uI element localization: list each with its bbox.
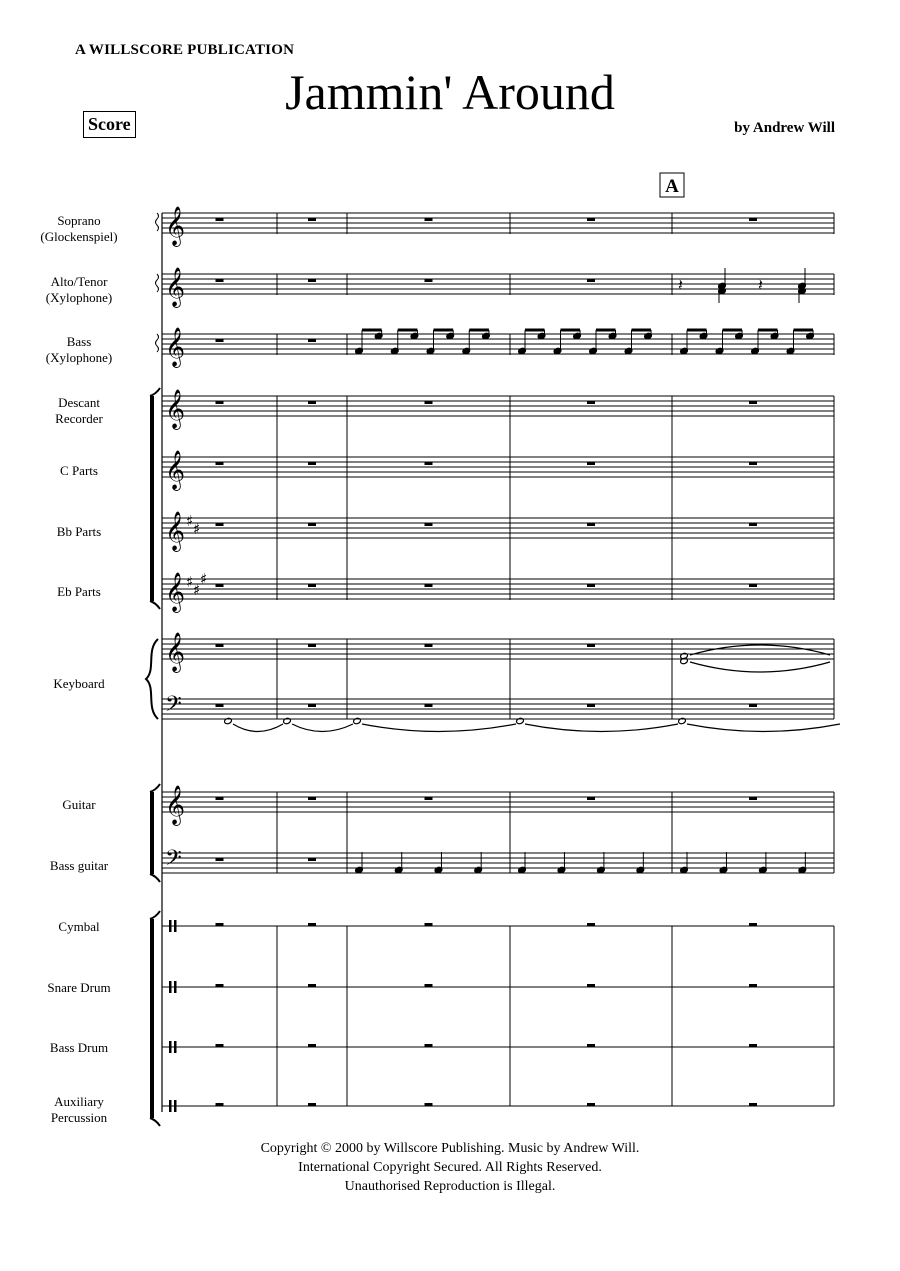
whole-rest-icon	[587, 704, 595, 707]
whole-note	[678, 717, 687, 724]
treble-clef-icon: 𝄞	[165, 267, 186, 307]
whole-rest-icon	[216, 644, 224, 647]
bracket	[150, 1118, 160, 1126]
whole-rest-icon	[425, 984, 433, 987]
instrument-label-descant-recorder: Descant Recorder	[55, 395, 103, 426]
whole-rest-icon	[587, 984, 595, 987]
whole-rest-icon	[587, 523, 595, 526]
whole-rest-icon	[749, 1103, 757, 1106]
whole-rest-icon	[308, 1044, 316, 1047]
instrument-label-c-parts: C Parts	[60, 463, 98, 478]
instrument-label-cymbal: Cymbal	[58, 919, 100, 934]
whole-note	[283, 717, 292, 724]
bracket	[150, 919, 154, 1118]
whole-rest-icon	[587, 923, 595, 926]
whole-rest-icon	[587, 462, 595, 465]
instrument-label-soprano: Soprano (Glockenspiel)	[40, 213, 118, 244]
copyright-notice	[0, 1139, 900, 1196]
score-label-box: Score	[83, 111, 136, 138]
whole-rest-icon	[308, 797, 316, 800]
whole-rest-icon	[308, 644, 316, 647]
whole-rest-icon	[308, 923, 316, 926]
bracket	[150, 396, 154, 601]
treble-clef-icon: 𝄞	[165, 572, 186, 612]
whole-rest-icon	[749, 797, 757, 800]
percussion-clef-icon	[169, 1041, 172, 1053]
whole-rest-icon	[749, 462, 757, 465]
tie	[362, 724, 516, 732]
whole-rest-icon	[749, 984, 757, 987]
percussion-clef-icon	[169, 981, 172, 993]
bracket	[150, 792, 154, 874]
whole-rest-icon	[425, 797, 433, 800]
whole-rest-icon	[216, 923, 224, 926]
instrument-label-bb-parts: Bb Parts	[56, 524, 102, 539]
instrument-label-guitar: Guitar	[62, 797, 96, 812]
percussion-clef-icon	[174, 981, 177, 993]
whole-rest-icon	[587, 218, 595, 221]
rehearsal-mark-a	[660, 173, 684, 197]
instrument-label-bass-guitar: Bass guitar	[49, 858, 109, 873]
whole-rest-icon	[216, 1044, 224, 1047]
percussion-clef-icon	[174, 1041, 177, 1053]
staff-squiggle	[156, 213, 159, 231]
tie	[292, 724, 353, 732]
whole-rest-icon	[749, 218, 757, 221]
score-title: Jammin' Around	[285, 64, 615, 120]
percussion-clef-icon	[169, 920, 172, 932]
composer-credit: by Andrew Will	[734, 120, 835, 136]
sharp-icon: ♯	[186, 573, 194, 591]
whole-rest-icon	[587, 584, 595, 587]
treble-clef-icon: 𝄞	[165, 327, 186, 367]
whole-rest-icon	[587, 279, 595, 282]
whole-rest-icon	[425, 923, 433, 926]
whole-rest-icon	[308, 462, 316, 465]
whole-rest-icon	[749, 923, 757, 926]
whole-rest-icon	[425, 401, 433, 404]
tie	[525, 724, 678, 732]
whole-rest-icon	[425, 644, 433, 647]
whole-rest-icon	[425, 584, 433, 587]
sharp-icon: ♯	[193, 581, 201, 599]
percussion-clef-icon	[174, 920, 177, 932]
whole-rest-icon	[749, 523, 757, 526]
whole-rest-icon	[216, 279, 224, 282]
whole-note	[353, 717, 362, 724]
whole-rest-icon	[749, 584, 757, 587]
treble-clef-icon: 𝄞	[165, 785, 186, 825]
instrument-label-eb-parts: Eb Parts	[57, 584, 101, 599]
sharp-icon: ♯	[186, 512, 194, 530]
instrument-label-auxiliary-percussion: Auxiliary Percussion	[50, 1094, 108, 1125]
whole-rest-icon	[216, 218, 224, 221]
publisher-line: A WILLSCORE PUBLICATION	[75, 42, 295, 58]
treble-clef-icon: 𝄞	[165, 450, 186, 490]
percussion-clef-icon	[169, 1100, 172, 1112]
instrument-label-keyboard: Keyboard	[53, 676, 105, 691]
percussion-clef-icon	[174, 1100, 177, 1112]
staff-squiggle	[156, 274, 159, 292]
bracket	[150, 388, 160, 396]
whole-rest-icon	[216, 797, 224, 800]
treble-clef-icon: 𝄞	[165, 632, 186, 672]
whole-rest-icon	[216, 584, 224, 587]
bass-clef-icon: 𝄢	[165, 692, 182, 722]
sharp-icon: ♯	[193, 520, 201, 538]
whole-rest-icon	[216, 1103, 224, 1106]
whole-rest-icon	[587, 797, 595, 800]
quarter-rest-icon: 𝄽	[758, 275, 763, 294]
whole-rest-icon	[216, 523, 224, 526]
whole-note	[516, 717, 525, 724]
whole-rest-icon	[749, 401, 757, 404]
whole-rest-icon	[425, 1044, 433, 1047]
whole-rest-icon	[308, 523, 316, 526]
whole-rest-icon	[425, 1103, 433, 1106]
whole-rest-icon	[425, 462, 433, 465]
copyright-line-1: Copyright © 2000 by Willscore Publishing. Music by Andrew Will.	[260, 1141, 640, 1156]
whole-rest-icon	[216, 462, 224, 465]
whole-rest-icon	[308, 279, 316, 282]
tie	[690, 662, 830, 672]
bracket	[150, 784, 160, 792]
brackets	[146, 213, 160, 1126]
whole-rest-icon	[308, 218, 316, 221]
whole-rest-icon	[216, 858, 224, 861]
whole-rest-icon	[749, 704, 757, 707]
rehearsal-mark-label: A	[665, 176, 679, 197]
instrument-label-snare-drum: Snare Drum	[47, 980, 111, 995]
bass-clef-icon: 𝄢	[165, 846, 182, 876]
whole-rest-icon	[425, 218, 433, 221]
instrument-label-bass-xylophone: Bass (Xylophone)	[45, 334, 113, 365]
whole-rest-icon	[425, 523, 433, 526]
whole-rest-icon	[308, 984, 316, 987]
staff-squiggle	[156, 334, 159, 352]
instrument-label-alto-tenor: Alto/Tenor (Xylophone)	[45, 274, 113, 305]
whole-rest-icon	[308, 1103, 316, 1106]
treble-clef-icon: 𝄞	[165, 389, 186, 429]
tie	[690, 645, 830, 655]
whole-rest-icon	[216, 339, 224, 342]
whole-note	[224, 717, 233, 724]
treble-clef-icon: 𝄞	[165, 206, 186, 246]
whole-rest-icon	[587, 1044, 595, 1047]
whole-rest-icon	[216, 401, 224, 404]
whole-rest-icon	[308, 704, 316, 707]
whole-rest-icon	[587, 401, 595, 404]
keyboard-brace	[146, 639, 158, 719]
whole-rest-icon	[216, 984, 224, 987]
quarter-rest-icon: 𝄽	[678, 275, 683, 294]
staff-lines	[162, 213, 834, 1106]
bracket	[150, 874, 160, 882]
whole-rest-icon	[308, 858, 316, 861]
sharp-icon: ♯	[200, 570, 208, 588]
whole-rest-icon	[308, 584, 316, 587]
rests	[216, 218, 758, 1106]
tie	[687, 724, 840, 732]
tie	[233, 724, 283, 732]
copyright-line-3: Unauthorised Reproduction is Illegal.	[344, 1179, 556, 1194]
whole-rest-icon	[425, 704, 433, 707]
treble-clef-icon: 𝄞	[165, 511, 186, 551]
whole-rest-icon	[587, 644, 595, 647]
barlines	[162, 213, 834, 1112]
bracket	[150, 601, 160, 609]
whole-rest-icon	[587, 1103, 595, 1106]
whole-rest-icon	[425, 279, 433, 282]
whole-rest-icon	[216, 704, 224, 707]
whole-rest-icon	[308, 339, 316, 342]
whole-rest-icon	[308, 401, 316, 404]
notes	[224, 268, 840, 874]
whole-rest-icon	[749, 1044, 757, 1047]
instrument-label-bass-drum: Bass Drum	[49, 1040, 109, 1055]
copyright-line-2: International Copyright Secured. All Rights Reserved.	[298, 1160, 602, 1175]
bracket	[150, 911, 160, 919]
